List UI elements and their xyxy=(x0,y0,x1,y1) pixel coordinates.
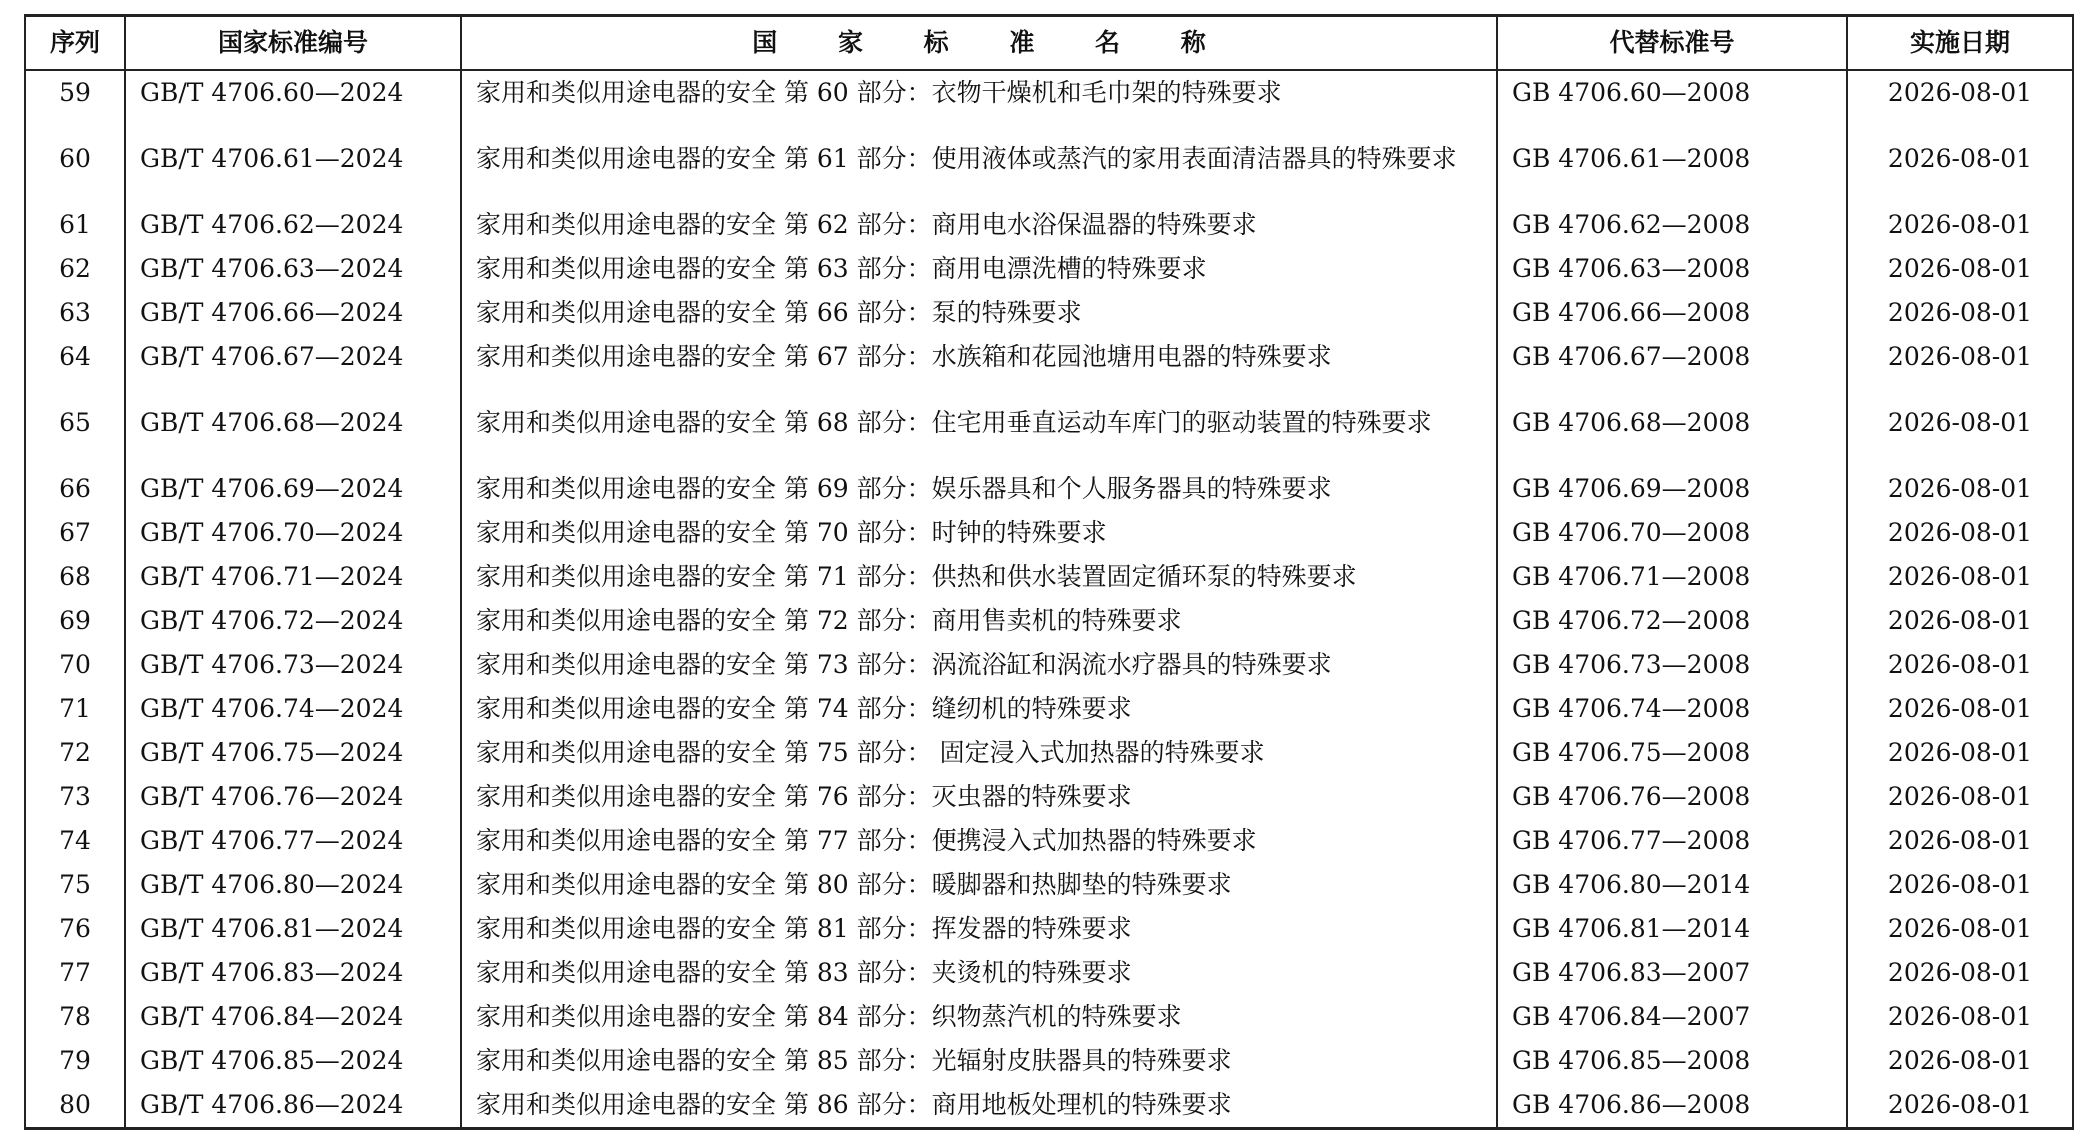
row-name: 家用和类似用途电器的安全 第 83 部分：夹烫机的特殊要求 xyxy=(461,951,1497,995)
table-row xyxy=(25,775,2073,819)
table-row xyxy=(25,335,2073,379)
row-code: GB/T 4706.70—2024 xyxy=(125,511,461,555)
row-code: GB/T 4706.83—2024 xyxy=(125,951,461,995)
row-name: 家用和类似用途电器的安全 第 76 部分：灭虫器的特殊要求 xyxy=(461,775,1497,819)
row-code: GB/T 4706.76—2024 xyxy=(125,775,461,819)
row-replaced: GB 4706.69—2008 xyxy=(1497,467,1847,511)
row-seq: 73 xyxy=(25,775,125,819)
row-seq: 60 xyxy=(25,115,125,203)
table-row xyxy=(25,70,2073,115)
table-row xyxy=(25,379,2073,467)
row-date: 2026-08-01 xyxy=(1847,555,2073,599)
row-seq: 59 xyxy=(25,70,125,115)
row-replaced: GB 4706.81—2014 xyxy=(1497,907,1847,951)
row-replaced: GB 4706.74—2008 xyxy=(1497,687,1847,731)
table-row xyxy=(25,951,2073,995)
header-date: 实施日期 xyxy=(1847,16,2073,71)
row-date: 2026-08-01 xyxy=(1847,907,2073,951)
row-date: 2026-08-01 xyxy=(1847,731,2073,775)
row-replaced: GB 4706.70—2008 xyxy=(1497,511,1847,555)
row-seq: 72 xyxy=(25,731,125,775)
row-replaced: GB 4706.71—2008 xyxy=(1497,555,1847,599)
row-name: 家用和类似用途电器的安全 第 71 部分：供热和供水装置固定循环泵的特殊要求 xyxy=(461,555,1497,599)
row-date: 2026-08-01 xyxy=(1847,379,2073,467)
row-code: GB/T 4706.86—2024 xyxy=(125,1083,461,1129)
row-code: GB/T 4706.68—2024 xyxy=(125,379,461,467)
row-seq: 65 xyxy=(25,379,125,467)
table-row xyxy=(25,247,2073,291)
standards-table-container xyxy=(24,14,2072,1130)
row-seq: 76 xyxy=(25,907,125,951)
row-name: 家用和类似用途电器的安全 第 80 部分：暖脚器和热脚垫的特殊要求 xyxy=(461,863,1497,907)
row-seq: 67 xyxy=(25,511,125,555)
row-code: GB/T 4706.74—2024 xyxy=(125,687,461,731)
row-replaced: GB 4706.75—2008 xyxy=(1497,731,1847,775)
table-row xyxy=(25,643,2073,687)
row-code: GB/T 4706.77—2024 xyxy=(125,819,461,863)
row-name: 家用和类似用途电器的安全 第 74 部分：缝纫机的特殊要求 xyxy=(461,687,1497,731)
table-row xyxy=(25,467,2073,511)
header-row xyxy=(25,16,2073,71)
row-date: 2026-08-01 xyxy=(1847,70,2073,115)
row-seq: 79 xyxy=(25,1039,125,1083)
row-code: GB/T 4706.73—2024 xyxy=(125,643,461,687)
table-row xyxy=(25,203,2073,247)
row-code: GB/T 4706.69—2024 xyxy=(125,467,461,511)
row-code: GB/T 4706.81—2024 xyxy=(125,907,461,951)
row-replaced: GB 4706.66—2008 xyxy=(1497,291,1847,335)
row-seq: 80 xyxy=(25,1083,125,1129)
row-name: 家用和类似用途电器的安全 第 68 部分：住宅用垂直运动车库门的驱动装置的特殊要求 xyxy=(461,379,1497,467)
table-row xyxy=(25,291,2073,335)
row-name: 家用和类似用途电器的安全 第 86 部分：商用地板处理机的特殊要求 xyxy=(461,1083,1497,1129)
row-seq: 62 xyxy=(25,247,125,291)
row-replaced: GB 4706.83—2007 xyxy=(1497,951,1847,995)
row-name: 家用和类似用途电器的安全 第 62 部分：商用电水浴保温器的特殊要求 xyxy=(461,203,1497,247)
row-seq: 77 xyxy=(25,951,125,995)
row-date: 2026-08-01 xyxy=(1847,775,2073,819)
table-row xyxy=(25,555,2073,599)
row-code: GB/T 4706.72—2024 xyxy=(125,599,461,643)
table-row xyxy=(25,511,2073,555)
row-replaced: GB 4706.84—2007 xyxy=(1497,995,1847,1039)
row-name: 家用和类似用途电器的安全 第 63 部分：商用电漂洗槽的特殊要求 xyxy=(461,247,1497,291)
row-seq: 66 xyxy=(25,467,125,511)
row-seq: 75 xyxy=(25,863,125,907)
standards-table xyxy=(24,14,2074,1130)
row-name: 家用和类似用途电器的安全 第 84 部分：织物蒸汽机的特殊要求 xyxy=(461,995,1497,1039)
row-name: 家用和类似用途电器的安全 第 85 部分：光辐射皮肤器具的特殊要求 xyxy=(461,1039,1497,1083)
header-name-label: 国 家 标 准 名 称 xyxy=(752,28,1232,57)
row-replaced: GB 4706.72—2008 xyxy=(1497,599,1847,643)
row-code: GB/T 4706.75—2024 xyxy=(125,731,461,775)
row-date: 2026-08-01 xyxy=(1847,115,2073,203)
row-name: 家用和类似用途电器的安全 第 69 部分：娱乐器具和个人服务器具的特殊要求 xyxy=(461,467,1497,511)
row-code: GB/T 4706.62—2024 xyxy=(125,203,461,247)
table-row xyxy=(25,863,2073,907)
table-row xyxy=(25,1083,2073,1129)
row-replaced: GB 4706.60—2008 xyxy=(1497,70,1847,115)
row-replaced: GB 4706.86—2008 xyxy=(1497,1083,1847,1129)
table-row xyxy=(25,115,2073,203)
row-date: 2026-08-01 xyxy=(1847,643,2073,687)
row-replaced: GB 4706.63—2008 xyxy=(1497,247,1847,291)
row-seq: 63 xyxy=(25,291,125,335)
row-name: 家用和类似用途电器的安全 第 72 部分：商用售卖机的特殊要求 xyxy=(461,599,1497,643)
row-replaced: GB 4706.77—2008 xyxy=(1497,819,1847,863)
row-replaced: GB 4706.67—2008 xyxy=(1497,335,1847,379)
row-date: 2026-08-01 xyxy=(1847,687,2073,731)
row-name: 家用和类似用途电器的安全 第 60 部分：衣物干燥机和毛巾架的特殊要求 xyxy=(461,70,1497,115)
row-code: GB/T 4706.67—2024 xyxy=(125,335,461,379)
row-date: 2026-08-01 xyxy=(1847,203,2073,247)
row-seq: 64 xyxy=(25,335,125,379)
row-seq: 61 xyxy=(25,203,125,247)
row-replaced: GB 4706.76—2008 xyxy=(1497,775,1847,819)
row-date: 2026-08-01 xyxy=(1847,335,2073,379)
row-replaced: GB 4706.62—2008 xyxy=(1497,203,1847,247)
row-name: 家用和类似用途电器的安全 第 75 部分： 固定浸入式加热器的特殊要求 xyxy=(461,731,1497,775)
row-date: 2026-08-01 xyxy=(1847,863,2073,907)
row-code: GB/T 4706.60—2024 xyxy=(125,70,461,115)
header-replaced: 代替标准号 xyxy=(1497,16,1847,71)
row-name: 家用和类似用途电器的安全 第 61 部分：使用液体或蒸汽的家用表面清洁器具的特殊要求 xyxy=(461,115,1497,203)
row-date: 2026-08-01 xyxy=(1847,1083,2073,1129)
table-body xyxy=(25,70,2073,1129)
table-row xyxy=(25,731,2073,775)
row-seq: 71 xyxy=(25,687,125,731)
row-date: 2026-08-01 xyxy=(1847,819,2073,863)
row-date: 2026-08-01 xyxy=(1847,995,2073,1039)
table-row xyxy=(25,687,2073,731)
row-replaced: GB 4706.73—2008 xyxy=(1497,643,1847,687)
header-name xyxy=(461,16,1497,71)
row-seq: 78 xyxy=(25,995,125,1039)
row-date: 2026-08-01 xyxy=(1847,599,2073,643)
row-date: 2026-08-01 xyxy=(1847,467,2073,511)
row-name: 家用和类似用途电器的安全 第 66 部分：泵的特殊要求 xyxy=(461,291,1497,335)
row-replaced: GB 4706.68—2008 xyxy=(1497,379,1847,467)
row-code: GB/T 4706.66—2024 xyxy=(125,291,461,335)
row-date: 2026-08-01 xyxy=(1847,951,2073,995)
row-name: 家用和类似用途电器的安全 第 70 部分：时钟的特殊要求 xyxy=(461,511,1497,555)
table-row xyxy=(25,599,2073,643)
row-code: GB/T 4706.63—2024 xyxy=(125,247,461,291)
row-seq: 70 xyxy=(25,643,125,687)
row-name: 家用和类似用途电器的安全 第 81 部分：挥发器的特殊要求 xyxy=(461,907,1497,951)
row-code: GB/T 4706.85—2024 xyxy=(125,1039,461,1083)
row-name: 家用和类似用途电器的安全 第 73 部分：涡流浴缸和涡流水疗器具的特殊要求 xyxy=(461,643,1497,687)
row-date: 2026-08-01 xyxy=(1847,247,2073,291)
table-row xyxy=(25,1039,2073,1083)
row-code: GB/T 4706.71—2024 xyxy=(125,555,461,599)
row-replaced: GB 4706.80—2014 xyxy=(1497,863,1847,907)
row-code: GB/T 4706.61—2024 xyxy=(125,115,461,203)
row-name: 家用和类似用途电器的安全 第 67 部分：水族箱和花园池塘用电器的特殊要求 xyxy=(461,335,1497,379)
header-seq: 序列 xyxy=(25,16,125,71)
table-header xyxy=(25,16,2073,71)
table-row xyxy=(25,995,2073,1039)
row-replaced: GB 4706.85—2008 xyxy=(1497,1039,1847,1083)
table-row xyxy=(25,907,2073,951)
row-code: GB/T 4706.84—2024 xyxy=(125,995,461,1039)
table-row xyxy=(25,819,2073,863)
row-replaced: GB 4706.61—2008 xyxy=(1497,115,1847,203)
header-code: 国家标准编号 xyxy=(125,16,461,71)
row-date: 2026-08-01 xyxy=(1847,1039,2073,1083)
row-name: 家用和类似用途电器的安全 第 77 部分：便携浸入式加热器的特殊要求 xyxy=(461,819,1497,863)
row-date: 2026-08-01 xyxy=(1847,291,2073,335)
row-seq: 68 xyxy=(25,555,125,599)
row-seq: 74 xyxy=(25,819,125,863)
row-code: GB/T 4706.80—2024 xyxy=(125,863,461,907)
row-seq: 69 xyxy=(25,599,125,643)
row-date: 2026-08-01 xyxy=(1847,511,2073,555)
